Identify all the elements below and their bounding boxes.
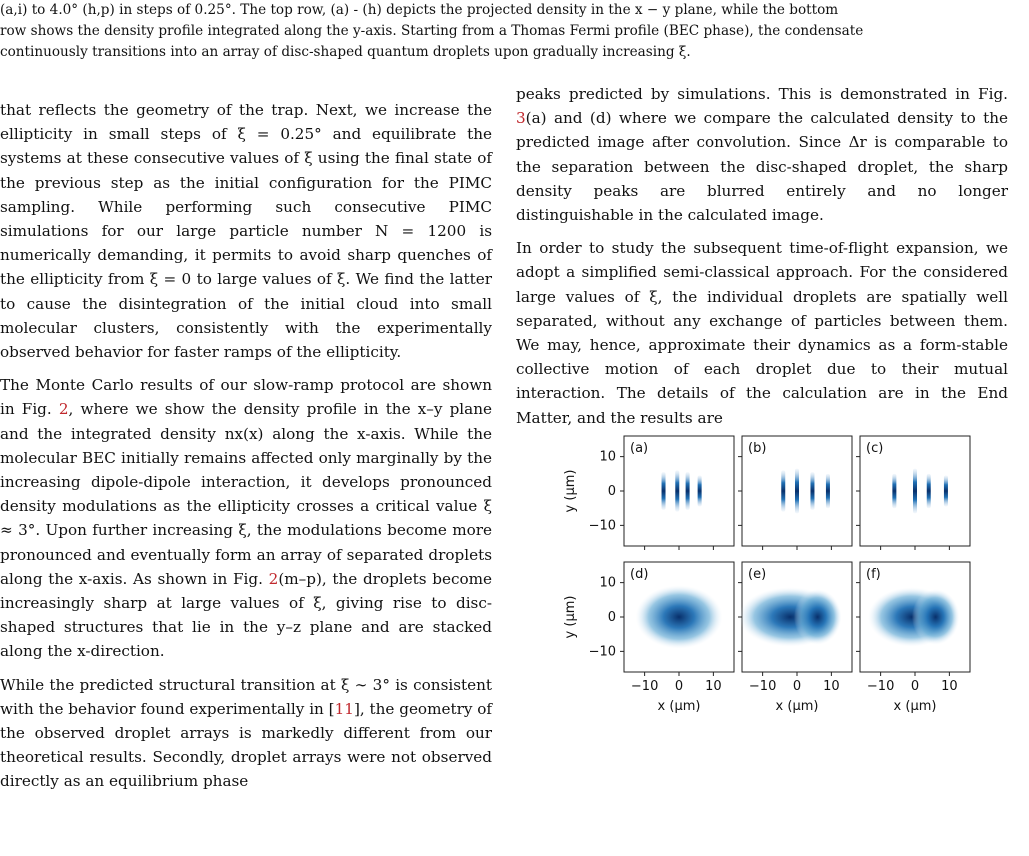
citation-link[interactable]: 11 [334, 699, 354, 718]
droplet-stripe [927, 474, 931, 508]
panel-label: (f) [866, 567, 881, 582]
y-axis-label: y (μm) [563, 469, 578, 513]
paragraph: In order to study the subsequent time-of-flight expansion, we adopt a simplified semi-classical approach. For the considered large values of ξ, the individual droplets are spatially well separated, without any exchange of particles between them. We may, hence, approximate their dynamics as a form-stable collective motion of each droplet due to their mutual interaction. The details of the calculation are in the End Matter, and the results are [516, 239, 1008, 427]
x-tick-label: 10 [941, 679, 958, 694]
x-tick-label: −10 [866, 679, 895, 694]
droplet-stripe [810, 472, 814, 510]
y-tick-label: −10 [588, 644, 616, 660]
figure-ref-link[interactable]: 3 [516, 109, 526, 128]
caption-line: row shows the density profile integrated along the y-axis. Starting from a Thomas Fermi profile (BEC phase), the condensate [0, 23, 864, 39]
text-run: , where we show the density profile in the x–y plane and the integrated density nx(x) along the x-axis. While the molecular BEC initially remains affected only marginally by the increasing dipole-dipole interaction, it develops pronounced density modulations as the ellipticity crosses a critical value ξ ≈ 3°. Upon further increasing ξ, the modulations become more pronounced and eventually form an array of separated droplets along the x-axis. As shown in Fig. [0, 400, 492, 588]
y-tick-label: 10 [599, 575, 616, 591]
y-tick-label: 10 [599, 449, 616, 465]
caption-line: (a,i) to 4.0° (h,p) in steps of 0.25°. The top row, (a) - (h) depicts the projected density in the x − y plane, while the bottom [0, 2, 839, 18]
panel-label: (a) [630, 441, 649, 456]
density-blob [636, 585, 723, 648]
caption-line: continuously transitions into an array of disc-shaped quantum droplets upon gradually increasing ξ. [0, 44, 691, 60]
panel-label: (d) [630, 567, 649, 582]
paragraph: that reflects the geometry of the trap. Next, we increase the ellipticity in small steps of ξ = 0.25° and equilibrate the systems at these consecutive values of ξ using the final state of the previous step as the initial configuration for the PIMC sampling. While performing such consecutive PIMC simulations for our large particle number N = 1200 is numerically demanding, it permits to avoid sharp quenches of the ellipticity from ξ = 0 to large values of ξ. We find the latter to cause the disintegration of the initial cloud into small molecular clusters, consistently with the experimentally observed behavior for faster ramps of the ellipticity. [0, 101, 492, 362]
droplet-stripe [686, 472, 690, 510]
left-column [0, 98, 492, 794]
x-axis-label: x (μm) [893, 699, 937, 714]
figure-caption-continued [0, 0, 1029, 63]
density-blob [794, 589, 841, 644]
x-tick-label: 0 [910, 679, 920, 694]
paragraph [516, 82, 1008, 227]
droplet-stripe [913, 469, 917, 514]
text-run: (m–p), the droplets become increasingly sharp at large values of ξ, giving rise to disc-shaped structures that lie in the y–z plane and are stacked along the x-direction. [0, 569, 492, 661]
panel-label: (e) [748, 567, 767, 582]
figure-ref-link[interactable]: 2 [58, 400, 69, 419]
droplet-stripe [795, 469, 799, 514]
y-axis-label: y (μm) [563, 595, 578, 639]
panel-label: (c) [866, 441, 884, 456]
droplet-stripe [826, 474, 830, 508]
x-tick-label: −10 [630, 679, 659, 694]
text-run: peaks predicted by simulations. This is demonstrated in Fig. [516, 85, 1008, 103]
density-blob [912, 589, 959, 644]
x-tick-label: 10 [705, 679, 722, 694]
text-run: While the predicted structural transition at ξ ∼ 3° is consistent with the behavior found experimentally in [ [0, 675, 492, 718]
x-tick-label: 10 [823, 679, 840, 694]
figure-canvas [554, 432, 1029, 856]
droplet-stripe [698, 476, 702, 507]
y-tick-label: −10 [588, 518, 616, 534]
droplet-stripe [892, 474, 896, 508]
y-tick-label: 0 [607, 610, 616, 625]
x-tick-label: −10 [748, 679, 777, 694]
text-run: (a) and (d) where we compare the calculated density to the predicted image after convolution. Since Δr is comparable to the separation between the disc-shaped droplet, the sharp density peaks are blurred entirely and no longer distinguishable in the calculated image. [516, 109, 1008, 225]
x-axis-label: x (μm) [657, 699, 701, 714]
droplet-stripe [662, 472, 666, 510]
paragraph [0, 673, 492, 794]
panel-label: (b) [748, 441, 767, 456]
x-axis-label: x (μm) [775, 699, 819, 714]
droplet-stripe [944, 476, 948, 507]
figure-3 [554, 432, 1029, 856]
text-run: The Monte Carlo results of our slow-ramp protocol are shown in Fig. [0, 376, 492, 419]
droplet-stripe [675, 470, 679, 511]
x-tick-label: 0 [674, 679, 684, 694]
x-tick-label: 0 [792, 679, 802, 694]
text-run: ], the geometry of the observed droplet arrays is markedly different from our theoretical results. Secondly, droplet arrays were not observed directly as an equilibrium phase [0, 699, 493, 791]
paragraph [0, 373, 492, 663]
y-tick-label: 0 [607, 484, 616, 499]
figure-ref-link[interactable]: 2 [268, 569, 279, 588]
right-column [516, 82, 1008, 430]
droplet-stripe [781, 470, 785, 511]
